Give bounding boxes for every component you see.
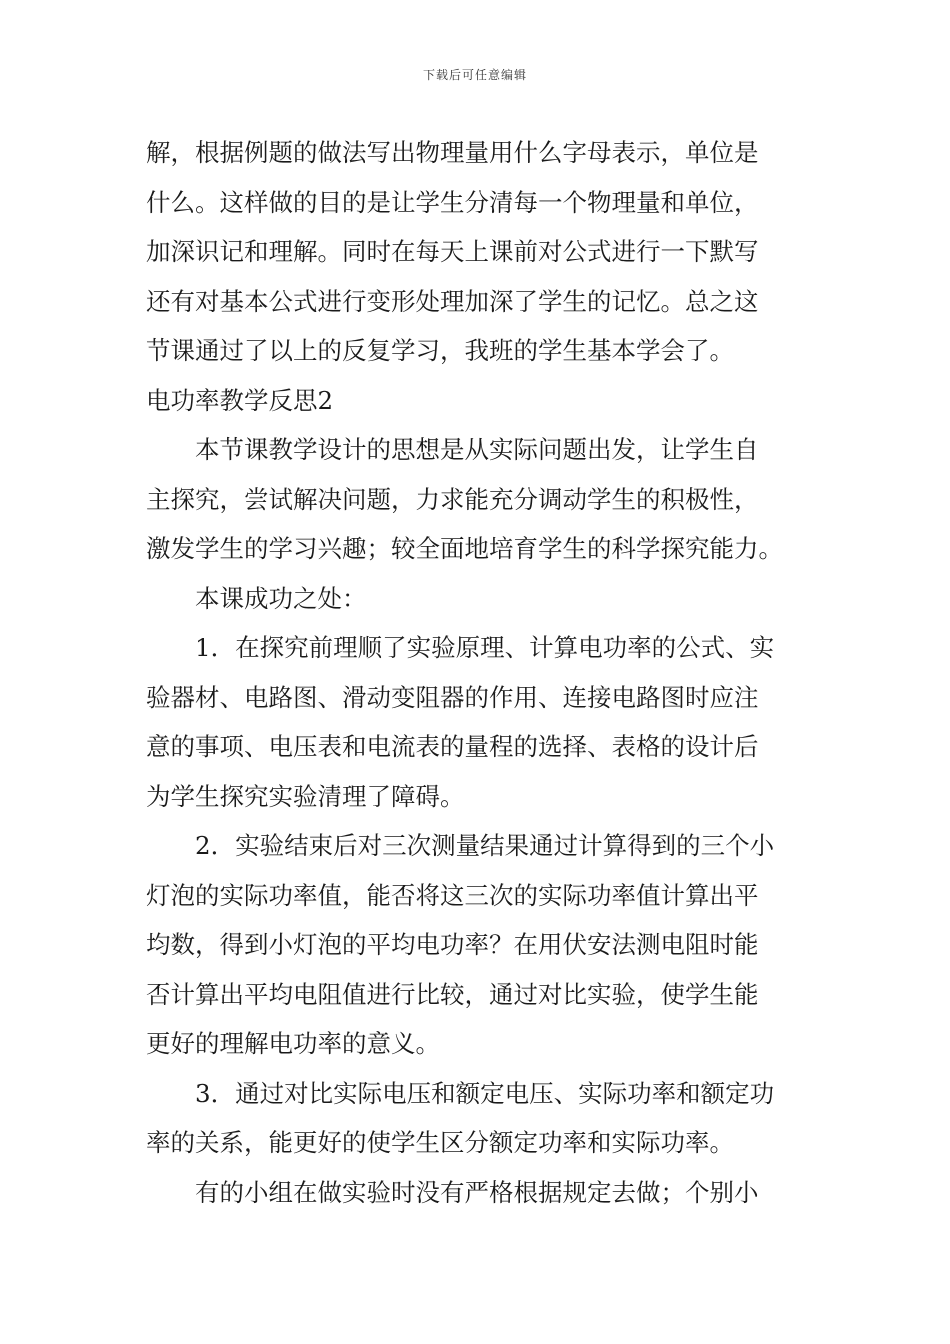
text-line: 灯泡的实际功率值，能否将这三次的实际功率值计算出平 (146, 880, 759, 910)
text-line: 激发学生的学习兴趣；较全面地培育学生的科学探究能力。 (146, 534, 783, 563)
text-line: 否计算出平均电阻值进行比较，通过对比实验，使学生能 (146, 979, 759, 1009)
text-line: 解，根据例题的做法写出物理量用什么字母表示，单位是 (146, 138, 759, 167)
text-line: 有的小组在做实验时没有严格根据规定去做；个别小 (195, 1177, 759, 1207)
text-line: 主探究，尝试解决问题，力求能充分调动学生的积极性， (146, 484, 759, 514)
list-item-line: 1．在探究前理顺了实验原理、计算电功率的公式、实 (195, 633, 775, 662)
text-line: 为学生探究实验清理了障碍。 (146, 781, 465, 811)
text-line: 加深识记和理解。同时在每天上课前对公式进行一下默写 (146, 237, 759, 266)
list-item-line: 3．通过对比实际电压和额定电压、实际功率和额定功 (195, 1078, 775, 1108)
document-body (146, 128, 812, 1217)
text-line: 本节课教学设计的思想是从实际问题出发，让学生自 (195, 435, 759, 464)
text-line: 意的事项、电压表和电流表的量程的选择、表格的设计后 (146, 732, 759, 761)
text-line: 均数，得到小灯泡的平均电功率？在用伏安法测电阻时能 (146, 930, 759, 959)
page-header: 下载后可任意编辑 (422, 68, 527, 82)
text-line: 还有对基本公式进行变形处理加深了学生的记忆。总之这 (146, 286, 759, 316)
text-line: 本课成功之处： (195, 583, 367, 613)
text-line: 验器材、电路图、滑动变阻器的作用、连接电路图时应注 (146, 682, 759, 712)
text-line: 节课通过了以上的反复学习，我班的学生基本学会了。 (146, 336, 734, 365)
text-line: 率的关系，能更好的使学生区分额定功率和实际功率。 (146, 1128, 734, 1157)
list-item-line: 2．实验结束后对三次测量结果通过计算得到的三个小 (195, 831, 775, 860)
text-line: 什么。这样做的目的是让学生分清每一个物理量和单位， (146, 187, 759, 217)
text-line: 更好的理解电功率的意义。 (146, 1029, 440, 1058)
section-heading: 电功率教学反思2 (146, 385, 334, 415)
